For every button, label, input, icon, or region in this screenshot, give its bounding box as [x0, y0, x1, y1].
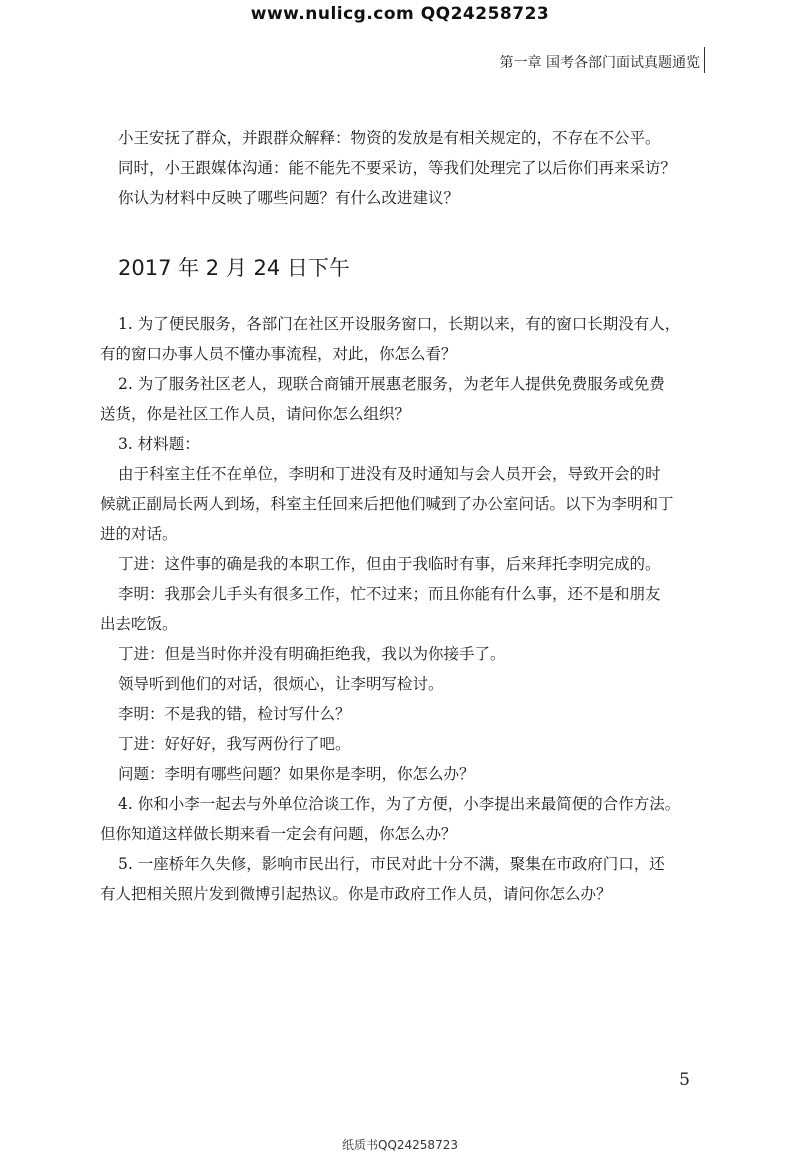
question-line: 候就正副局长两人到场，科室主任回来后把他们喊到了办公室问话。以下为李明和丁 [100, 495, 674, 513]
question-line: 送货，你是社区工作人员，请问你怎么组织？ [100, 405, 411, 423]
question-line: 进的对话。 [100, 525, 178, 543]
page-number: 5 [679, 1070, 690, 1090]
question-line: 2. 为了服务社区老人，现联合商铺开展惠老服务，为老年人提供免费服务或免费 [118, 375, 665, 393]
intro-line: 小王安抚了群众，并跟群众解释：物资的发放是有相关规定的，不存在不公平。 [118, 129, 661, 147]
question-line: 丁进：这件事的确是我的本职工作，但由于我临时有事，后来拜托李明完成的。 [118, 555, 661, 573]
question-list [100, 309, 698, 909]
intro-paragraph [118, 123, 698, 213]
question-line: 但你知道这样做长期来看一定会有问题，你怎么办？ [100, 825, 457, 843]
question-line: 1. 为了便民服务，各部门在社区开设服务窗口，长期以来，有的窗口长期没有人， [118, 315, 681, 333]
section-title: 2017 年 2 月 24 日下午 [118, 256, 350, 280]
question-line: 李明：不是我的错，检讨写什么？ [118, 705, 351, 723]
question-line: 领导听到他们的对话，很烦心，让李明写检讨。 [118, 675, 444, 693]
intro-line: 同时，小王跟媒体沟通：能不能先不要采访，等我们处理完了以后你们再来采访？ [118, 159, 677, 177]
question-line: 李明：我那会儿手头有很多工作，忙不过来；而且你能有什么事，还不是和朋友 [118, 585, 661, 603]
header-rule [704, 47, 705, 73]
question-line: 由于科室主任不在单位，李明和丁进没有及时通知与会人员开会，导致开会的时 [118, 465, 661, 483]
question-line: 出去吃饭。 [100, 615, 178, 633]
page-content [100, 123, 698, 909]
footer-watermark: 纸质书QQ24258723 [342, 1138, 458, 1152]
question-line: 有人把相关照片发到微博引起热议。你是市政府工作人员，请问你怎么办？ [100, 885, 612, 903]
running-header: 第一章 国考各部门面试真题通览 [499, 55, 700, 71]
question-line: 丁进：但是当时你并没有明确拒绝我，我以为你接手了。 [118, 645, 506, 663]
question-line: 5. 一座桥年久失修，影响市民出行，市民对此十分不满，聚集在市政府门口，还 [118, 855, 665, 873]
intro-line: 你认为材料中反映了哪些问题？有什么改进建议？ [118, 189, 460, 207]
question-line: 有的窗口办事人员不懂办事流程，对此，你怎么看？ [100, 345, 457, 363]
question-line: 问题：李明有哪些问题？如果你是李明，你怎么办？ [118, 765, 475, 783]
question-line: 丁进：好好好，我写两份行了吧。 [118, 735, 351, 753]
question-line: 3. 材料题： [118, 435, 200, 453]
top-watermark: www.nulicg.com QQ24258723 [250, 4, 550, 24]
question-line: 4. 你和小李一起去与外单位洽谈工作，为了方便，小李提出来最简便的合作方法。 [118, 795, 681, 813]
